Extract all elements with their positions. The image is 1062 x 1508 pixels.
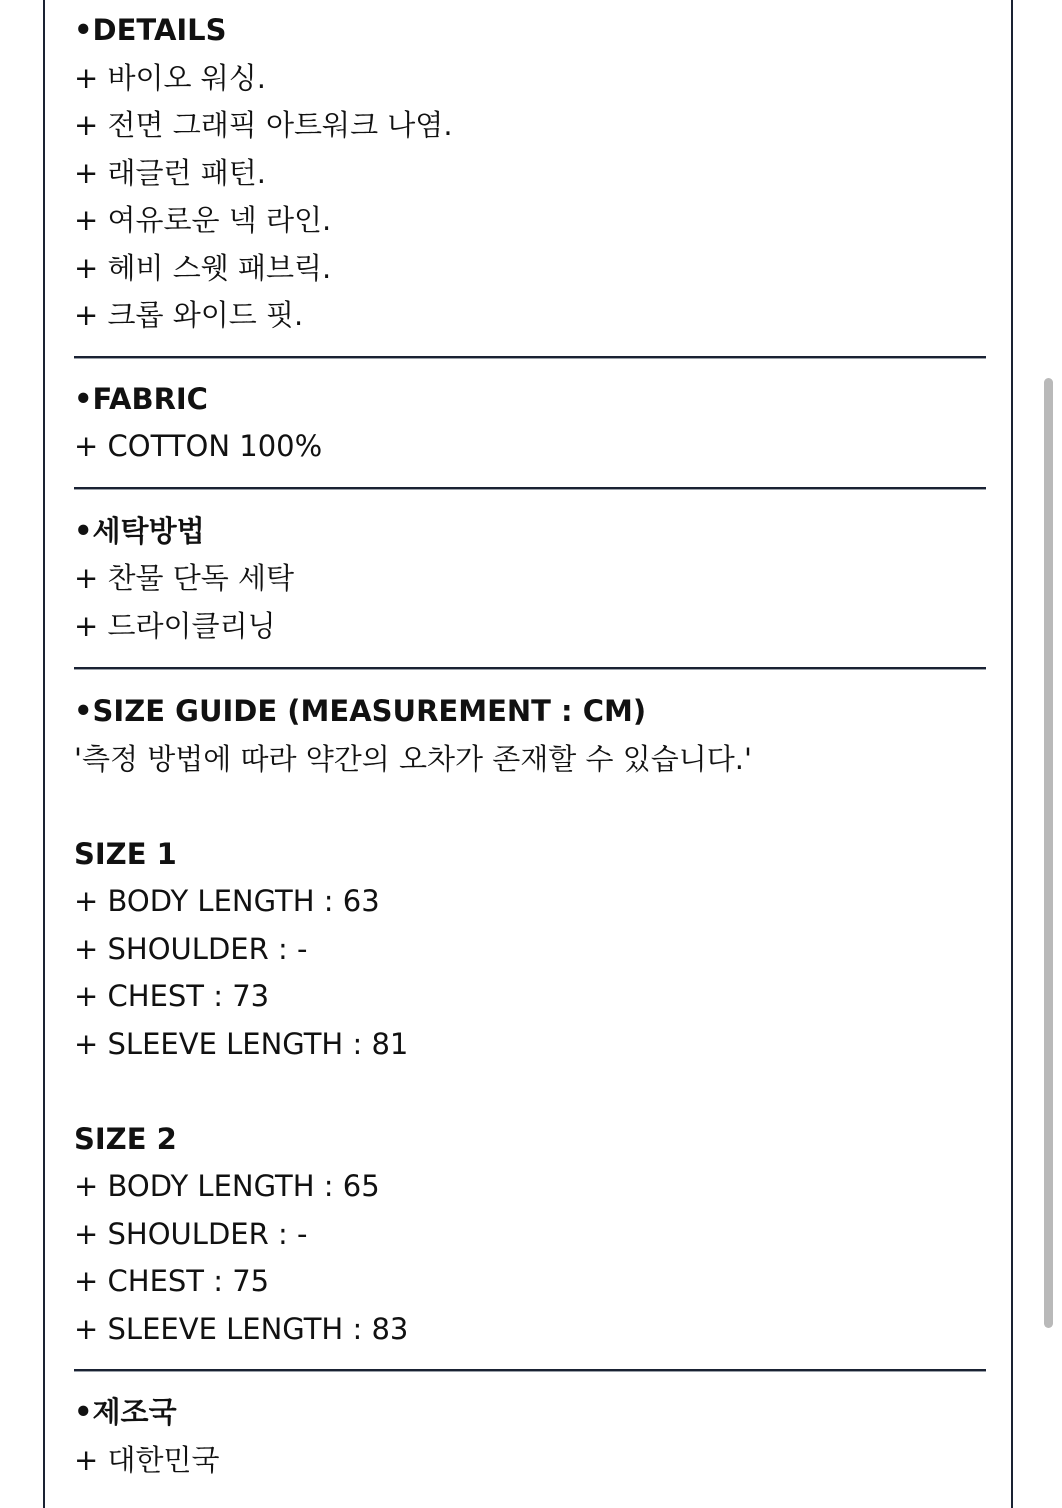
fabric-section [74,376,986,471]
size-guide-section [74,688,986,1353]
origin-heading: •제조국 [74,1395,177,1429]
details-item: + 크롭 와이드 핏. [74,298,304,332]
washing-item: + 드라이클리닝 [74,608,276,643]
fabric-item: + COTTON 100% [74,429,323,463]
size-guide-note: '측정 방법에 따라 약간의 오차가 존재할 수 있습니다.' [74,741,752,776]
washing-item: + 찬물 단독 세탁 [74,561,295,595]
size-label: SIZE 1 [74,836,177,871]
details-item: + 래글런 패턴. [74,155,267,190]
size-measurement: + SHOULDER : - [74,1216,308,1251]
size-label: SIZE 2 [74,1121,177,1156]
details-heading: •DETAILS [74,13,227,47]
origin-section [74,1389,986,1484]
origin-item: + 대한민국 [74,1442,220,1477]
size-measurement: + BODY LENGTH : 63 [74,884,380,918]
details-item: + 바이오 워싱. [74,60,267,95]
size-measurement: + BODY LENGTH : 65 [74,1169,380,1203]
size-measurement: + SLEEVE LENGTH : 81 [74,1026,409,1061]
details-section [74,7,986,340]
details-item: + 전면 그래픽 아트워크 나염. [74,108,453,142]
size-block [74,831,986,1069]
fabric-heading: •FABRIC [74,381,208,416]
details-item: + 여유로운 넥 라인. [74,203,332,237]
size-guide-heading: •SIZE GUIDE (MEASUREMENT : CM) [74,694,647,728]
size-measurement: + SLEEVE LENGTH : 83 [74,1311,409,1346]
product-info [74,0,986,1484]
washing-heading: •세탁방법 [74,513,205,548]
size-measurement: + CHEST : 73 [74,979,270,1013]
details-item: + 헤비 스웻 패브릭. [74,250,332,285]
scrollbar[interactable] [1044,378,1053,1328]
size-measurement: + CHEST : 75 [74,1264,270,1298]
size-block [74,1116,986,1354]
washing-section [74,508,986,651]
size-measurement: + SHOULDER : - [74,931,308,966]
